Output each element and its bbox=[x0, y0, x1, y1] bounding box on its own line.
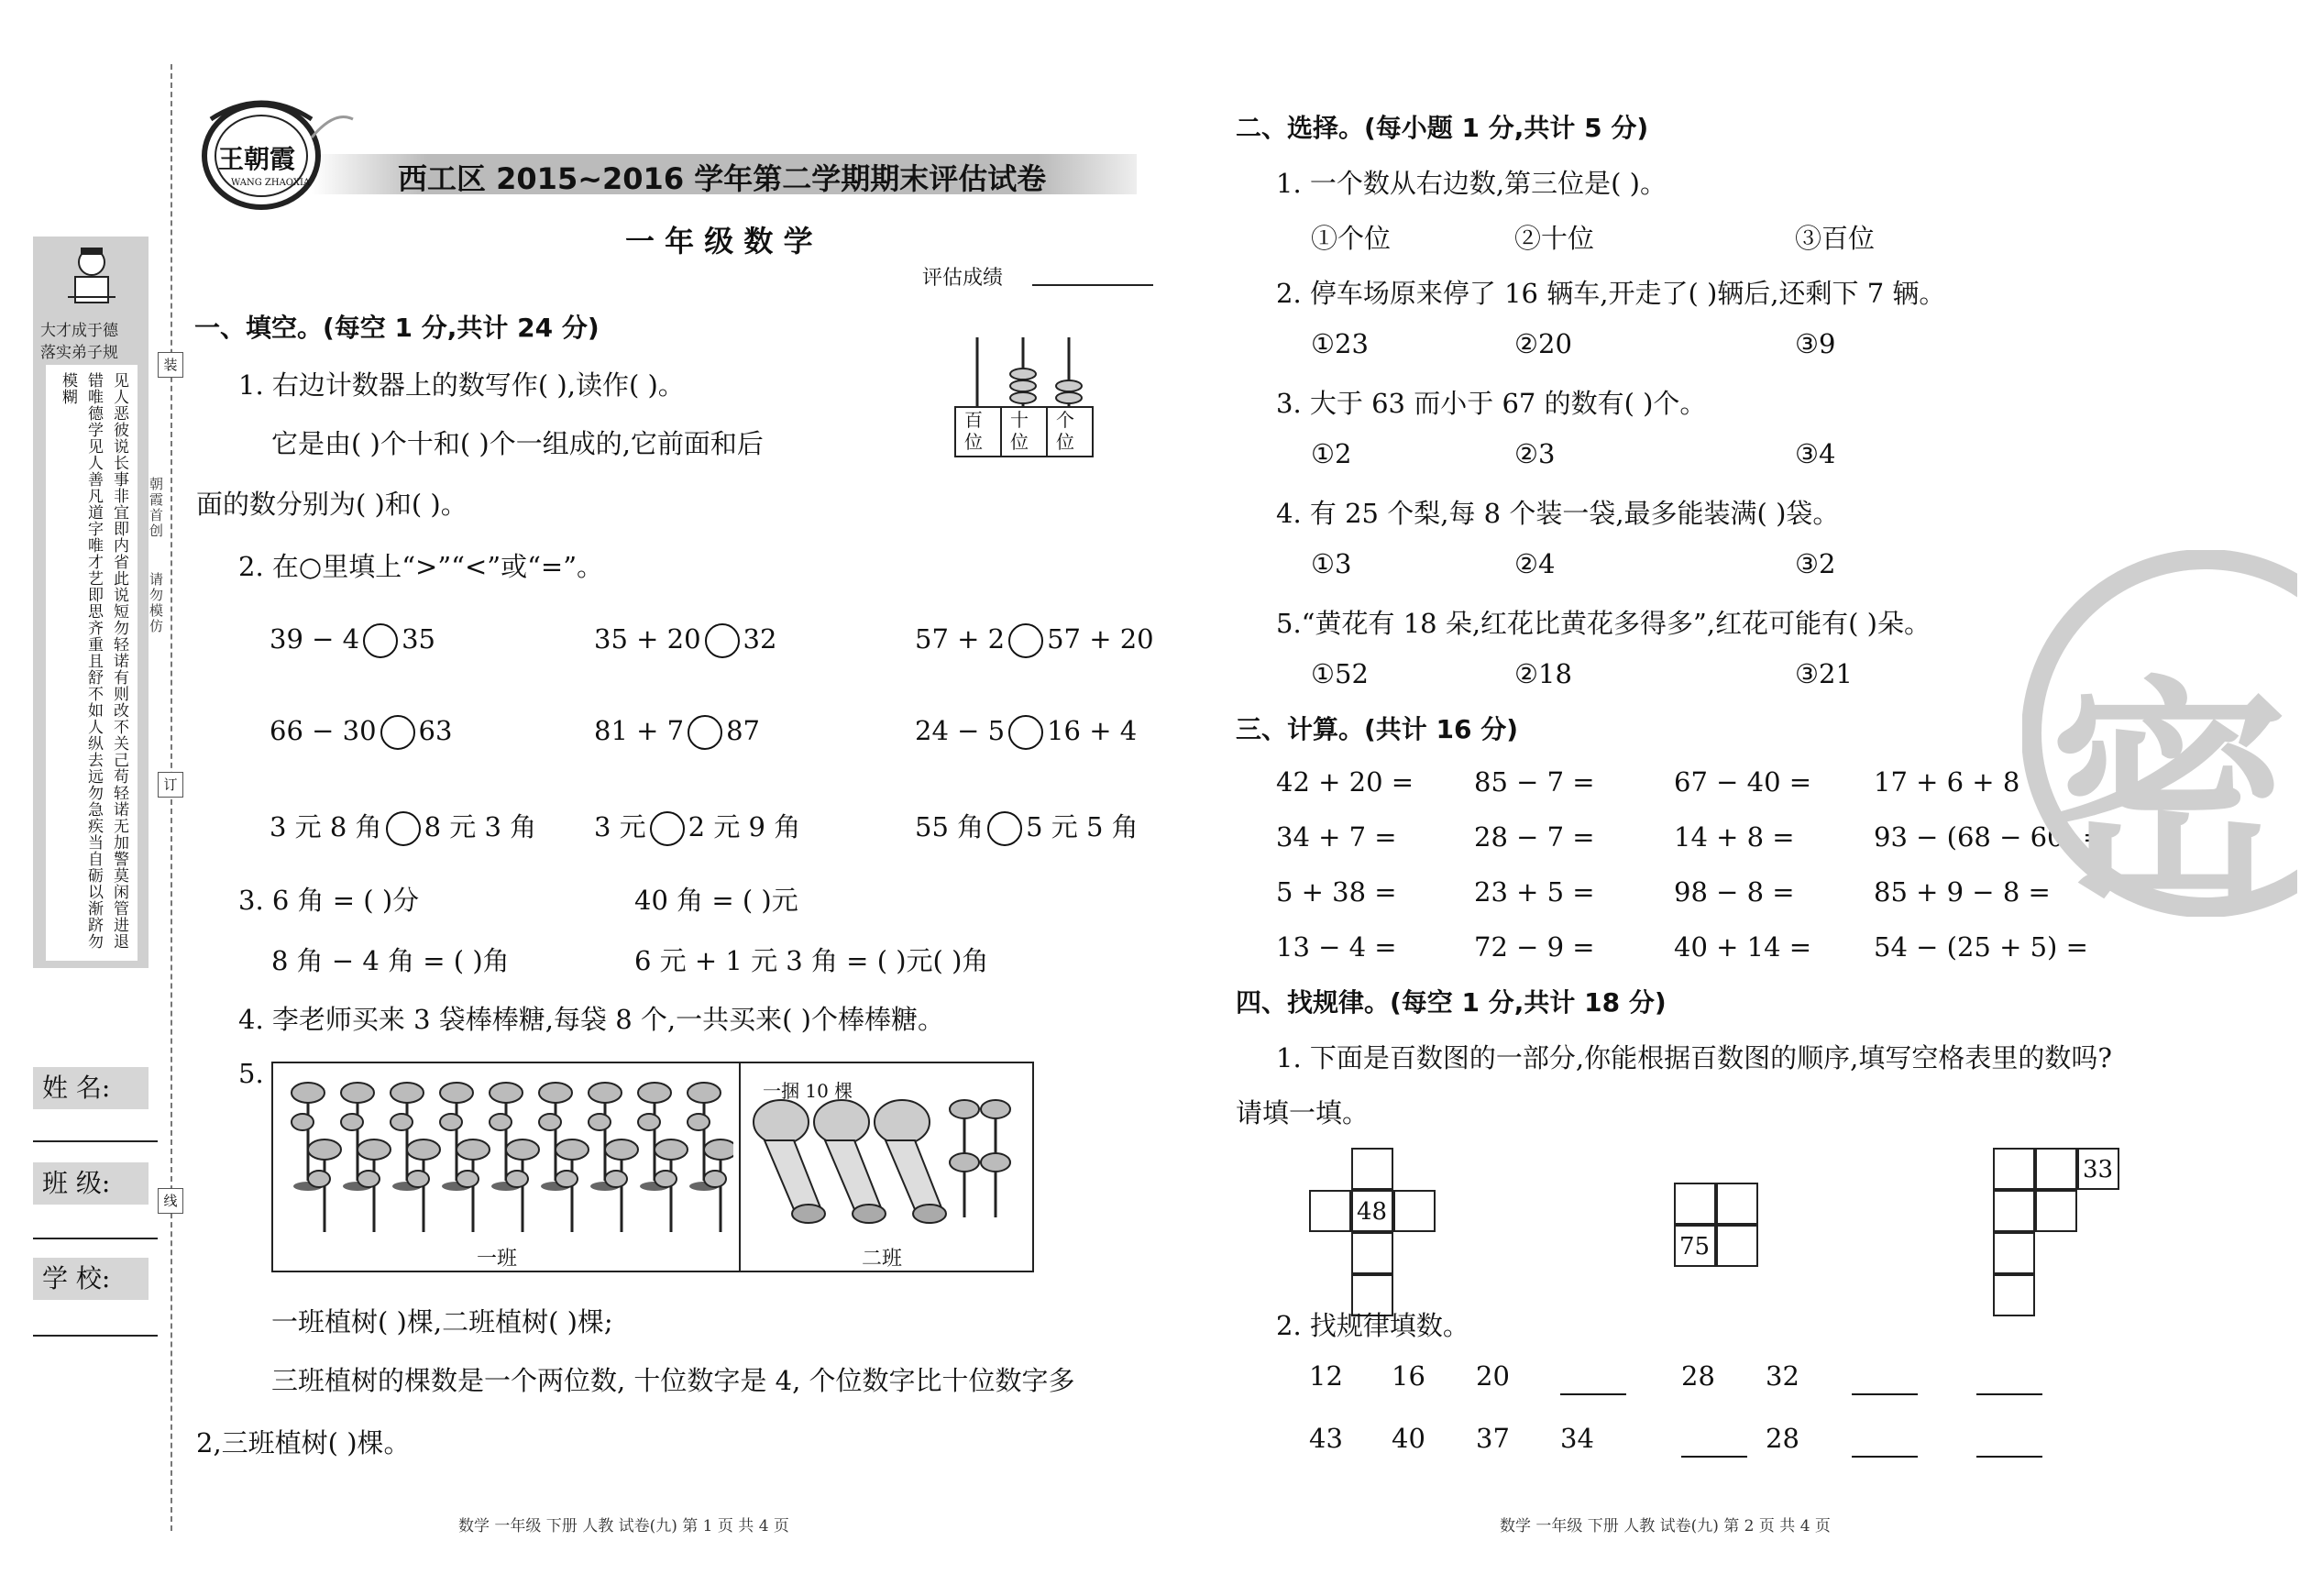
s2-option[interactable]: ①3 bbox=[1311, 548, 1352, 579]
grid2-cell-tl[interactable] bbox=[1674, 1183, 1716, 1225]
binding-cut-line bbox=[171, 64, 172, 1531]
compare-right: 16 + 4 bbox=[1047, 715, 1138, 746]
subject-title: 一 年 级 数 学 bbox=[625, 224, 813, 259]
tree-icon bbox=[981, 1153, 1010, 1217]
s2-option[interactable]: ③4 bbox=[1795, 438, 1836, 469]
sidebar-panel bbox=[33, 237, 149, 968]
compare-circle-blank[interactable] bbox=[386, 811, 421, 846]
calc-problem: 85 − 7 = bbox=[1474, 766, 1595, 798]
s2-question: 5.“黄花有 18 朵,红花比黄花多得多”,红花可能有( )朵。 bbox=[1276, 608, 1931, 639]
s2-option[interactable]: ②20 bbox=[1514, 328, 1572, 359]
section-3-heading: 三、计算。(共计 16 分) bbox=[1236, 714, 1519, 744]
compare-left: 39 − 4 bbox=[270, 623, 360, 655]
grid3-cell-5[interactable] bbox=[2035, 1190, 2077, 1232]
s1-q1-line-b: 它是由( )个十和( )个一组成的,它前面和后 bbox=[271, 428, 764, 459]
compare-circle-blank[interactable] bbox=[363, 623, 398, 658]
compare-left: 35 + 20 bbox=[594, 623, 701, 655]
grid3-cell-7[interactable] bbox=[1993, 1274, 2035, 1316]
compare-circle-blank[interactable] bbox=[1008, 715, 1043, 750]
cutline-note-2: 请勿模仿 bbox=[148, 572, 164, 634]
sequence-number: 20 bbox=[1476, 1360, 1510, 1392]
s1-q3-d: 6 元 + 1 元 3 角 = ( )元( )角 bbox=[634, 945, 989, 976]
grid3-cell-4[interactable] bbox=[1993, 1190, 2035, 1232]
compare-left: 57 + 2 bbox=[915, 623, 1006, 655]
class-2-caption: 二班 bbox=[862, 1248, 903, 1271]
name-label: 姓 名: bbox=[33, 1067, 149, 1109]
compare-right: 32 bbox=[743, 623, 777, 655]
compare-item bbox=[915, 623, 1154, 658]
section-4-heading: 四、找规律。(每空 1 分,共计 18 分) bbox=[1236, 987, 1667, 1018]
calc-problem: 17 + 6 + 8 = bbox=[1874, 766, 2051, 798]
s1-q5-a: 一班植树( )棵,二班植树( )棵; bbox=[271, 1306, 613, 1337]
s1-q5-b: 三班植树的棵数是一个两位数, 十位数字是 4, 个位数字比十位数字多 bbox=[271, 1365, 1075, 1396]
s2-question: 4. 有 25 个梨,每 8 个装一袋,最多能装满( )袋。 bbox=[1276, 498, 1840, 529]
class-2-bundles-icon bbox=[744, 1085, 1029, 1232]
sequence-blank[interactable] bbox=[1852, 1456, 1918, 1458]
s2-option[interactable]: ③21 bbox=[1795, 658, 1853, 689]
sequence-blank[interactable] bbox=[1560, 1393, 1626, 1395]
tree-bundle-icon bbox=[875, 1100, 946, 1223]
s2-option[interactable]: ③2 bbox=[1795, 548, 1836, 579]
s2-option[interactable]: ②4 bbox=[1514, 548, 1556, 579]
abacus-label-ones: 个位 bbox=[1056, 409, 1074, 453]
calc-problem: 40 + 14 = bbox=[1674, 931, 1812, 963]
tree-icon bbox=[605, 1139, 638, 1232]
compare-item bbox=[270, 807, 536, 846]
footer-right: 数学 一年级 下册 人教 试卷(九) 第 2 页 共 4 页 bbox=[1500, 1517, 1831, 1535]
proverb-text: 见人恶彼说长事非宜即内省此说短勿轻诺有则改不关己苟轻诺无加警莫闲管进退错唯德学见人善凡道字唯才艺即思齐重且舒不如人纵去远勿急疾当自砺以渐跻勿模糊 bbox=[59, 372, 128, 950]
s4-q2-prompt: 2. 找规律填数。 bbox=[1276, 1310, 1469, 1341]
class-1-caption: 一班 bbox=[477, 1248, 518, 1271]
s2-option[interactable]: ②18 bbox=[1514, 658, 1572, 689]
motto-line-2: 落实弟子规 bbox=[40, 344, 118, 362]
tree-picture-box bbox=[271, 1062, 1034, 1272]
section-2-heading: 二、选择。(每小题 1 分,共计 5 分) bbox=[1236, 113, 1649, 143]
tree-icon bbox=[704, 1139, 733, 1232]
s1-q5-c: 2,三班植树( )棵。 bbox=[196, 1427, 411, 1458]
tree-icon bbox=[506, 1139, 539, 1232]
s2-question: 2. 停车场原来停了 16 辆车,开走了( )辆后,还剩下 7 辆。 bbox=[1276, 278, 1946, 309]
calc-problem: 85 + 9 − 8 = bbox=[1874, 876, 2051, 908]
calc-problem: 13 − 4 = bbox=[1276, 931, 1397, 963]
s4-q1-line-a: 1. 下面是百数图的一部分,你能根据百数图的顺序,填写空格表里的数吗? bbox=[1276, 1042, 2112, 1073]
tree-icon bbox=[407, 1139, 440, 1232]
s1-q3-c: 8 角 − 4 角 = ( )角 bbox=[271, 945, 510, 976]
grid1-cell-right[interactable] bbox=[1393, 1190, 1436, 1232]
cut-label-1: 装 bbox=[158, 352, 183, 378]
calc-problem: 23 + 5 = bbox=[1474, 876, 1595, 908]
grid3-cell-6[interactable] bbox=[1993, 1232, 2035, 1274]
score-field[interactable] bbox=[1032, 284, 1153, 286]
calc-problem: 72 − 9 = bbox=[1474, 931, 1595, 963]
compare-right: 8 元 3 角 bbox=[424, 811, 537, 842]
compare-left: 3 元 bbox=[594, 811, 646, 842]
sequence-number: 40 bbox=[1392, 1423, 1425, 1454]
tree-icon bbox=[308, 1139, 341, 1232]
s2-question: 3. 大于 63 而小于 67 的数有( )个。 bbox=[1276, 388, 1707, 419]
calc-problem: 34 + 7 = bbox=[1276, 821, 1397, 853]
sequence-blank[interactable] bbox=[1852, 1393, 1918, 1395]
sequence-blank[interactable] bbox=[1976, 1456, 2042, 1458]
grid1-cell-center: 48 bbox=[1351, 1190, 1393, 1232]
abacus-label-hundreds: 百位 bbox=[964, 409, 983, 453]
calc-problem: 98 − 8 = bbox=[1674, 876, 1795, 908]
compare-item bbox=[594, 623, 776, 658]
sequence-number: 28 bbox=[1681, 1360, 1715, 1392]
compare-item bbox=[594, 807, 800, 846]
tree-icon bbox=[655, 1139, 688, 1232]
tree-icon bbox=[556, 1139, 589, 1232]
abacus-label-tens: 十位 bbox=[1010, 409, 1029, 453]
s1-q3-b: 40 角 = ( )元 bbox=[634, 885, 798, 916]
motto-line-1: 大才成于德 bbox=[40, 322, 118, 340]
compare-right: 2 元 9 角 bbox=[688, 811, 801, 842]
calc-problem: 67 − 40 = bbox=[1674, 766, 1812, 798]
compare-item bbox=[915, 715, 1137, 750]
s1-q4: 4. 李老师买来 3 袋棒棒糖,每袋 8 个,一共买来( )个棒棒糖。 bbox=[238, 1004, 944, 1035]
compare-item bbox=[915, 807, 1139, 846]
exam-title: 西工区 2015~2016 学年第二学期期末评估试卷 bbox=[398, 161, 1047, 196]
compare-circle-blank[interactable] bbox=[987, 811, 1022, 846]
grid3-cell-1[interactable] bbox=[1993, 1148, 2035, 1190]
compare-circle-blank[interactable] bbox=[1008, 623, 1043, 658]
compare-item bbox=[594, 715, 760, 750]
compare-left: 24 − 5 bbox=[915, 715, 1006, 746]
tree-icon bbox=[457, 1139, 490, 1232]
proverb-box bbox=[46, 365, 138, 961]
tree-icon bbox=[950, 1153, 979, 1217]
grid2-cell-bl: 75 bbox=[1674, 1225, 1716, 1267]
compare-left: 81 + 7 bbox=[594, 715, 685, 746]
grid1-cell-left[interactable] bbox=[1309, 1190, 1351, 1232]
compare-right: 63 bbox=[418, 715, 453, 746]
compare-left: 3 元 8 角 bbox=[270, 811, 382, 842]
class-label: 班 级: bbox=[33, 1162, 149, 1205]
grid1-cell-top[interactable] bbox=[1351, 1148, 1393, 1190]
sequence-number: 28 bbox=[1766, 1423, 1799, 1454]
sequence-number: 32 bbox=[1766, 1360, 1799, 1392]
s2-option[interactable]: ①2 bbox=[1311, 438, 1352, 469]
scholar-icon bbox=[64, 244, 119, 317]
bundle-caption: 一捆 10 棵 bbox=[763, 1080, 853, 1102]
sequence-number: 37 bbox=[1476, 1423, 1510, 1454]
compare-circle-blank[interactable] bbox=[705, 623, 740, 658]
cut-label-3: 线 bbox=[158, 1188, 183, 1214]
logo-subtext: WANG ZHAOXIA bbox=[231, 178, 311, 188]
s2-question: 1. 一个数从右边数,第三位是( )。 bbox=[1276, 168, 1667, 199]
calc-problem: 14 + 8 = bbox=[1674, 821, 1795, 853]
compare-circle-blank[interactable] bbox=[380, 715, 415, 750]
tree-box-divider bbox=[739, 1063, 741, 1272]
s2-option[interactable]: ①个位 bbox=[1311, 223, 1392, 254]
sequence-number: 12 bbox=[1309, 1360, 1343, 1392]
sequence-blank[interactable] bbox=[1976, 1393, 2042, 1395]
tree-icon bbox=[358, 1139, 391, 1232]
calc-problem: 93 − (68 − 60) = bbox=[1874, 821, 2106, 853]
compare-left: 66 − 30 bbox=[270, 715, 377, 746]
class-field[interactable] bbox=[33, 1238, 158, 1239]
grid2-cell-br[interactable] bbox=[1716, 1225, 1758, 1267]
grid1-cell-bottom[interactable] bbox=[1351, 1232, 1393, 1274]
grid3-cell-2[interactable] bbox=[2035, 1148, 2077, 1190]
sequence-number: 43 bbox=[1309, 1423, 1343, 1454]
s2-option[interactable]: ②3 bbox=[1514, 438, 1556, 469]
sequence-number: 16 bbox=[1392, 1360, 1425, 1392]
s1-q1-line-c: 面的数分别为( )和( )。 bbox=[196, 489, 468, 520]
school-label: 学 校: bbox=[33, 1258, 149, 1300]
calc-problem: 5 + 38 = bbox=[1276, 876, 1397, 908]
compare-item bbox=[270, 715, 452, 750]
calc-problem: 54 − (25 + 5) = bbox=[1874, 931, 2088, 963]
secret-watermark-text: 密 bbox=[2050, 658, 2288, 935]
sequence-blank[interactable] bbox=[1681, 1456, 1747, 1458]
s2-option[interactable]: ①52 bbox=[1311, 658, 1369, 689]
calc-problem: 28 − 7 = bbox=[1474, 821, 1595, 853]
calc-problem: 42 + 20 = bbox=[1276, 766, 1414, 798]
s1-q3-a: 3. 6 角 = ( )分 bbox=[238, 885, 420, 916]
sequence-number: 34 bbox=[1560, 1423, 1594, 1454]
compare-right: 5 元 5 角 bbox=[1026, 811, 1139, 842]
s2-option[interactable]: ③百位 bbox=[1795, 223, 1876, 254]
compare-right: 57 + 20 bbox=[1047, 623, 1154, 655]
s1-q5-number: 5. bbox=[238, 1058, 264, 1089]
compare-circle-blank[interactable] bbox=[688, 715, 722, 750]
grid3-cell-3: 33 bbox=[2077, 1148, 2119, 1190]
cut-label-2: 订 bbox=[158, 772, 183, 798]
cutline-note-1: 朝霞首创 bbox=[148, 477, 164, 539]
s2-option[interactable]: ①23 bbox=[1311, 328, 1369, 359]
compare-right: 87 bbox=[726, 715, 760, 746]
name-field[interactable] bbox=[33, 1140, 158, 1142]
footer-left: 数学 一年级 下册 人教 试卷(九) 第 1 页 共 4 页 bbox=[458, 1517, 789, 1535]
s2-option[interactable]: ②十位 bbox=[1514, 223, 1595, 254]
logo-brand: 王朝霞 bbox=[218, 144, 296, 174]
section-1-heading: 一、填空。(每空 1 分,共计 24 分) bbox=[194, 313, 600, 343]
school-field[interactable] bbox=[33, 1335, 158, 1337]
class-1-trees-icon bbox=[281, 1067, 733, 1232]
s4-q1-line-b: 请填一填。 bbox=[1236, 1097, 1370, 1128]
s2-option[interactable]: ③9 bbox=[1795, 328, 1836, 359]
compare-circle-blank[interactable] bbox=[650, 811, 685, 846]
compare-left: 55 角 bbox=[915, 811, 985, 842]
compare-item bbox=[270, 623, 435, 658]
score-label: 评估成绩 bbox=[922, 267, 1004, 290]
s1-q1-line-a: 1. 右边计数器上的数写作( ),读作( )。 bbox=[238, 369, 685, 401]
grid2-cell-tr[interactable] bbox=[1716, 1183, 1758, 1225]
compare-right: 35 bbox=[402, 623, 435, 655]
s1-q2-prompt: 2. 在○里填上“>”“<”或“=”。 bbox=[238, 551, 604, 582]
